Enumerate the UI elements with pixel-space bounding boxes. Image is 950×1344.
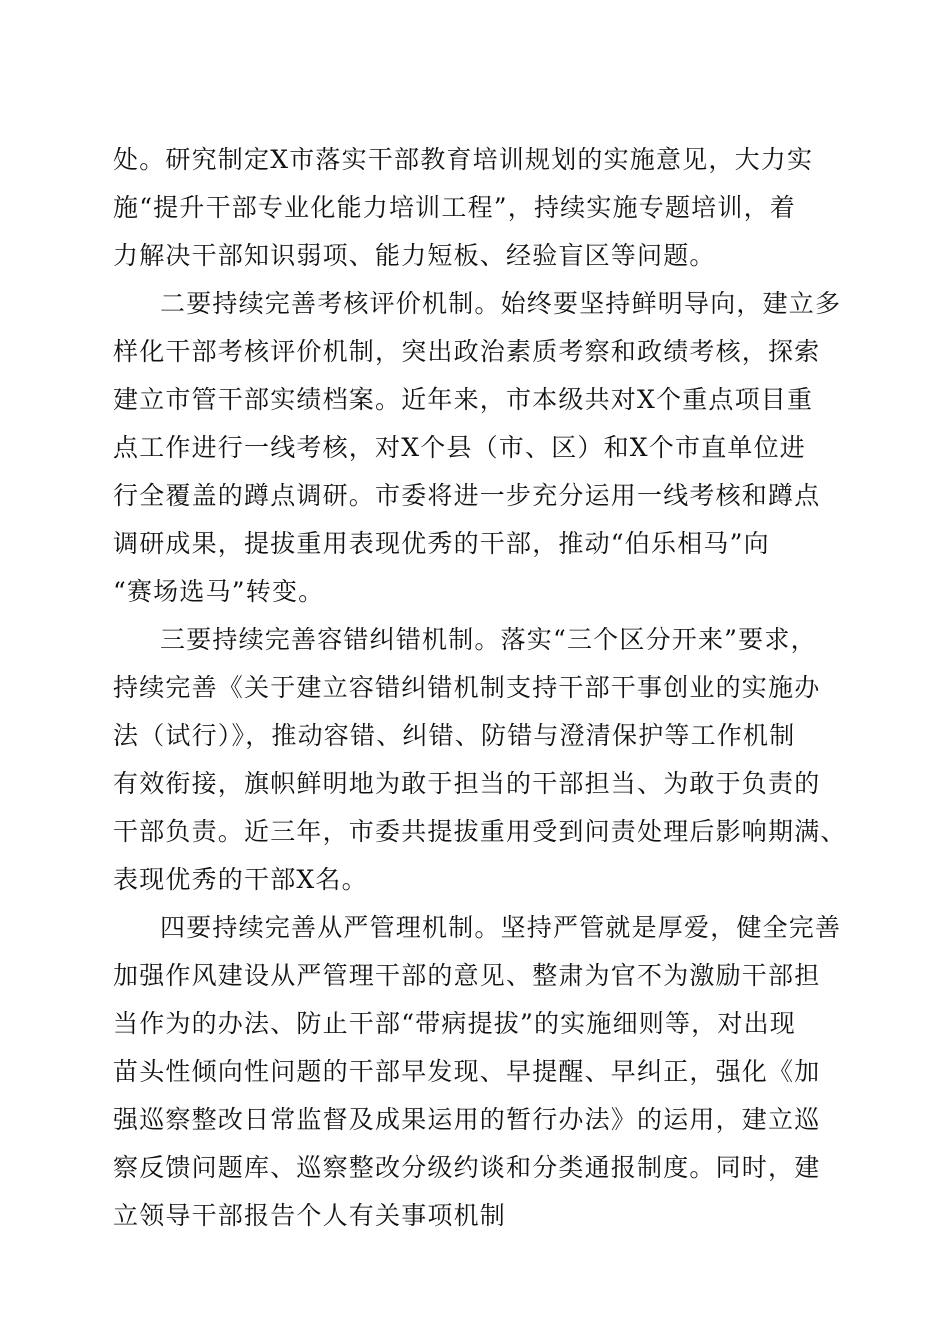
text-line: 强巡察整改日常监督及成果运用的暂行办法》的运用，建立巡: [113, 1105, 821, 1134]
text-line: 点工作进行一线考核，对X个县（市、区）和X个市直单位进: [113, 433, 806, 462]
text-line: 行全覆盖的蹲点调研。市委将进一步充分运用一线考核和蹲点: [113, 481, 821, 510]
text-line: 处。研究制定X市落实干部教育培训规划的实施意见，大力实: [113, 145, 814, 174]
text-line: 样化干部考核评价机制，突出政治素质考察和政绩考核，探索: [113, 337, 821, 366]
text-line: 加强作风建设从严管理干部的意见、整肃为官不为激励干部担: [113, 961, 821, 990]
text-line: 有效衔接，旗帜鲜明地为敢于担当的干部担当、为敢于负责的: [113, 769, 821, 798]
text-line: 力解决干部知识弱项、能力短板、经验盲区等问题。: [113, 241, 716, 270]
text-line: 干部负责。近三年，市委共提拔重用受到问责处理后影响期满、: [113, 817, 847, 846]
text-line: 二要持续完善考核评价机制。始终要坚持鲜明导向，建立多: [160, 289, 842, 318]
text-line: “赛场选马”转变。: [113, 577, 325, 606]
text-line: 调研成果，提拔重用表现优秀的干部，推动“伯乐相马”向: [113, 529, 770, 558]
text-line: 三要持续完善容错纠错机制。落实“三个区分开来”要求，: [160, 625, 817, 654]
text-line: 苗头性倾向性问题的干部早发现、早提醒、早纠正，强化《加: [113, 1057, 821, 1086]
text-line: 持续完善《关于建立容错纠错机制支持干部干事创业的实施办: [113, 673, 821, 702]
text-line: 四要持续完善从严管理机制。坚持严管就是厚爱，健全完善: [160, 913, 842, 942]
text-line: 立领导干部报告个人有关事项机制: [113, 1201, 507, 1230]
text-line: 当作为的办法、防止干部“带病提拔”的实施细则等，对出现: [113, 1009, 796, 1038]
text-line: 法（试行）》，推动容错、纠错、防错与澄清保护等工作机制: [113, 721, 796, 750]
text-line: 建立市管干部实绩档案。近年来，市本级共对X个重点项目重: [113, 385, 814, 414]
text-line: 施“提升干部专业化能力培训工程”，持续实施专题培训，着: [113, 193, 796, 222]
text-line: 察反馈问题库、巡察整改分级约谈和分类通报制度。同时，建: [113, 1153, 821, 1182]
text-line: 表现优秀的干部X名。: [113, 865, 368, 894]
